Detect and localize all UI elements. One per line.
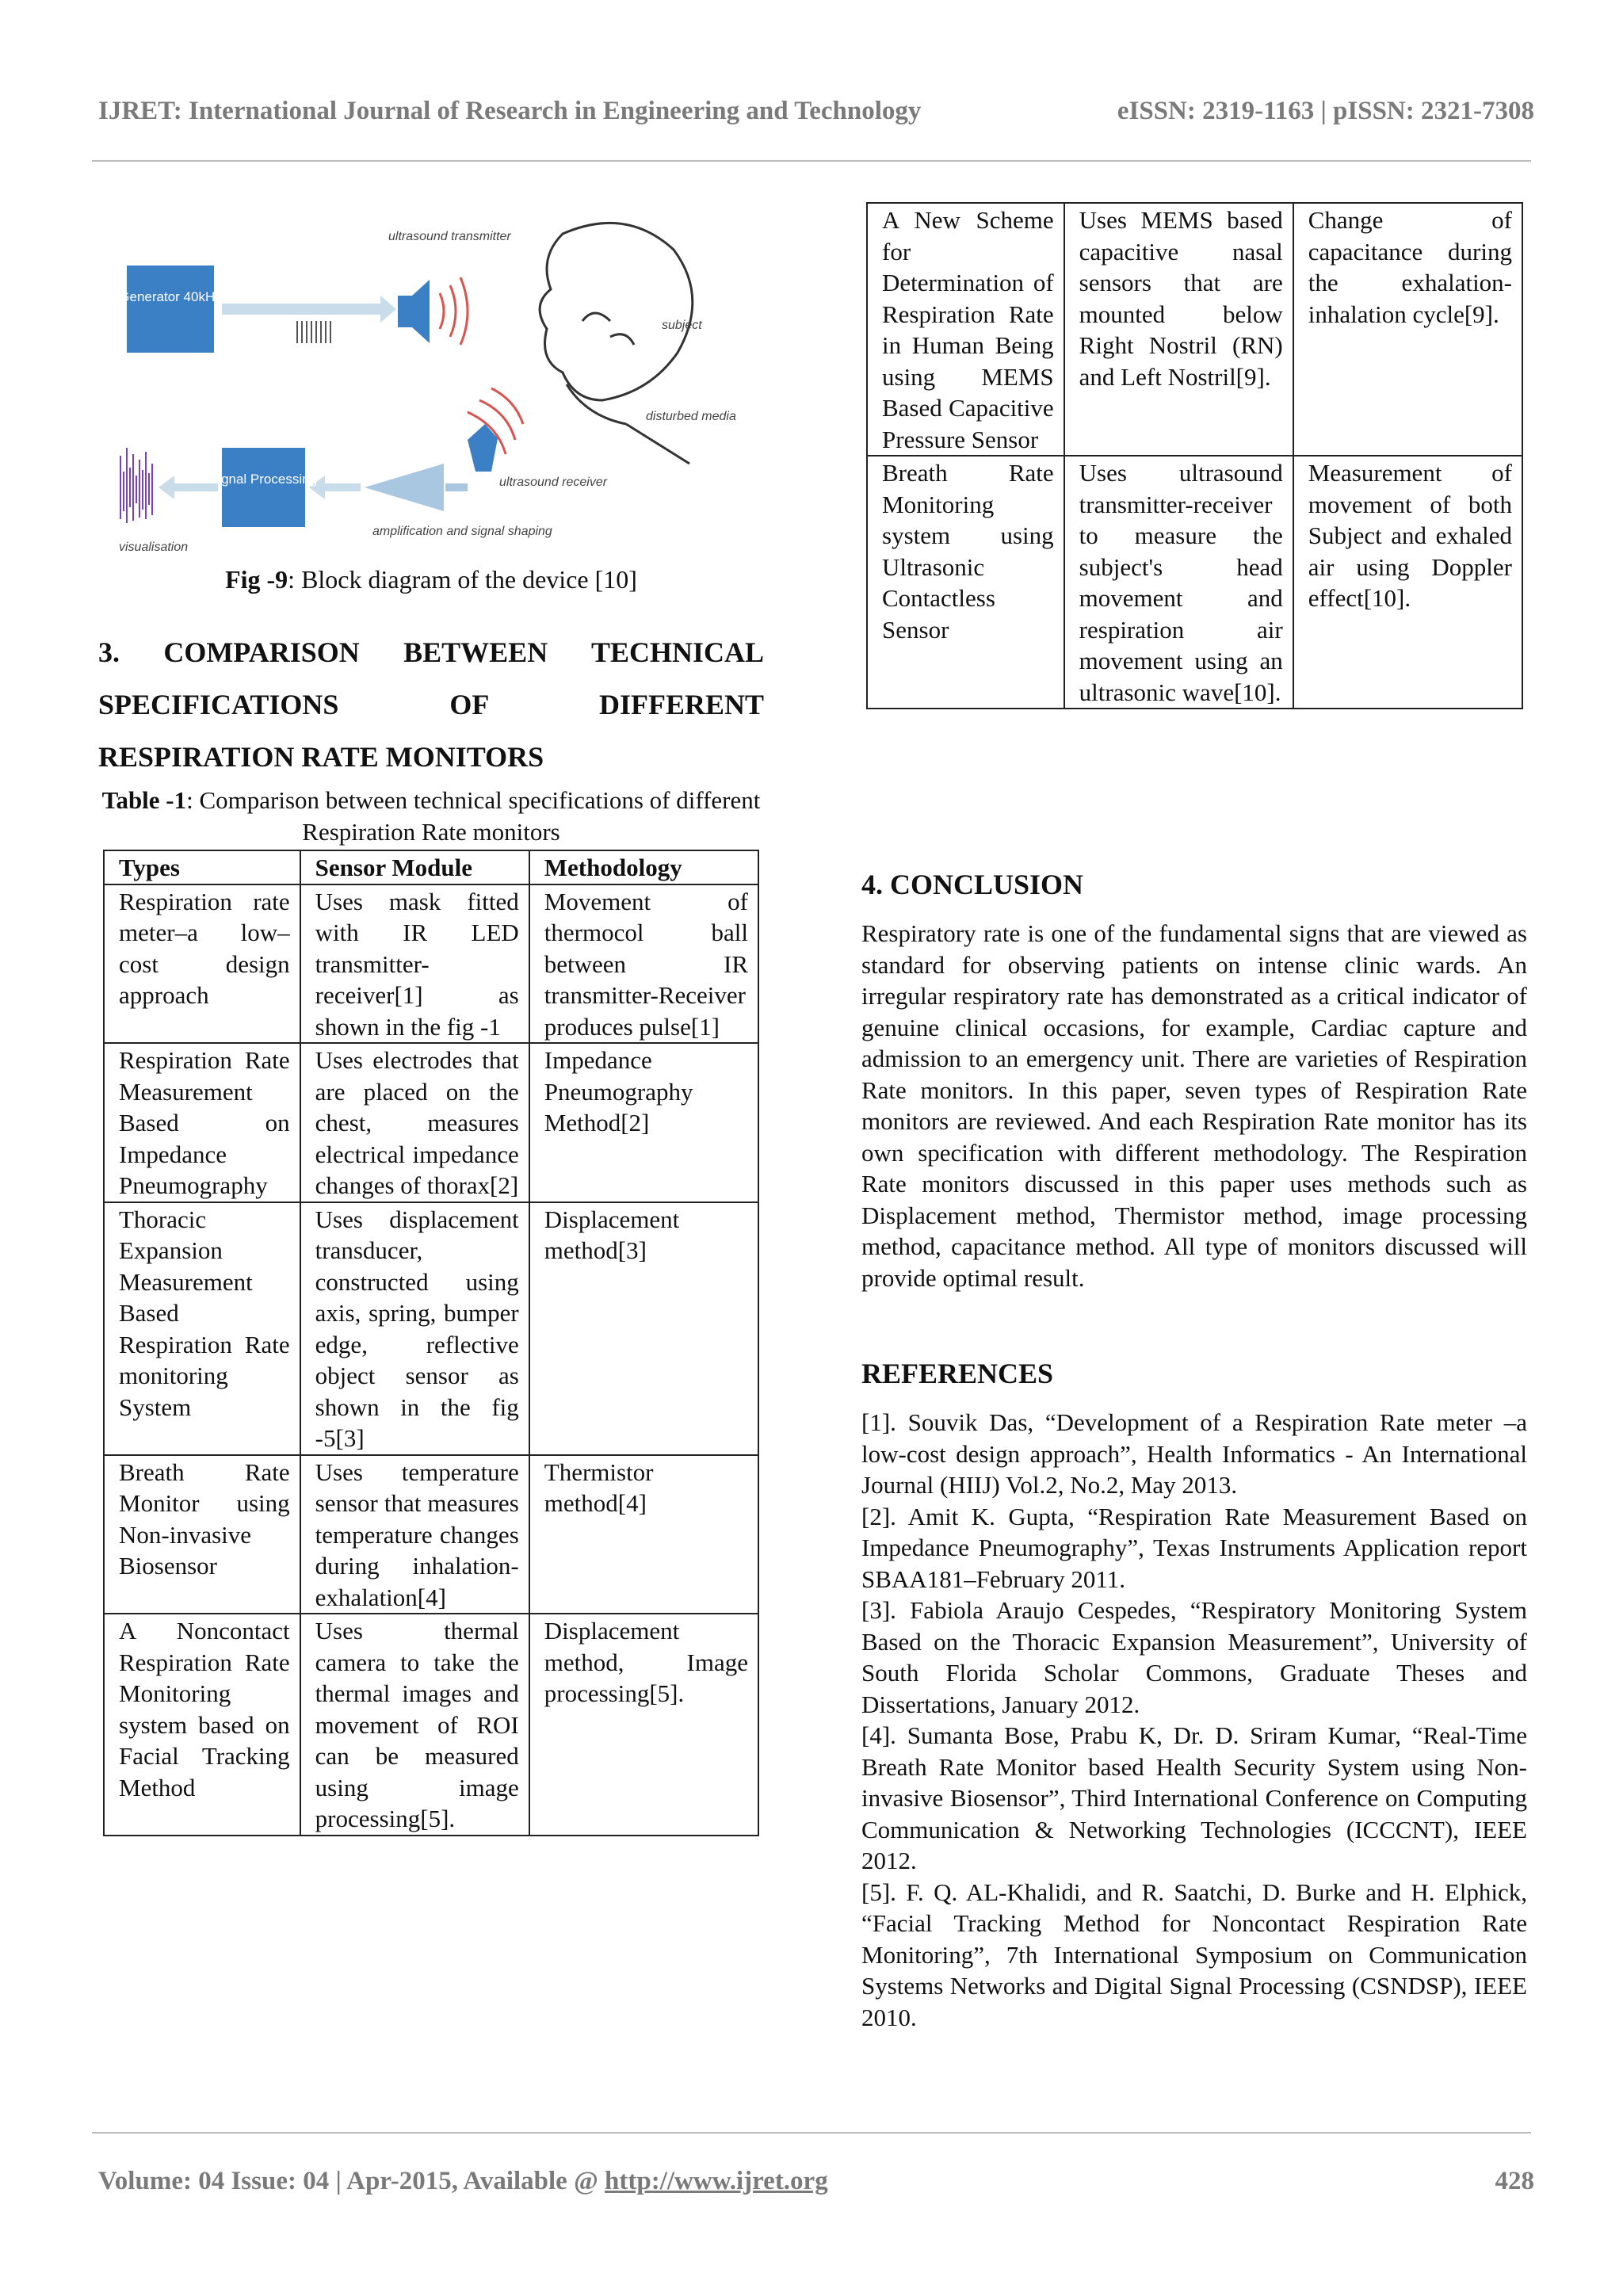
header-rule: [92, 160, 1531, 162]
table-row: [104, 1614, 758, 1836]
cell-method: Impedance Pneumography Method[2]: [529, 1043, 758, 1202]
references-heading: REFERENCES: [861, 1358, 1054, 1389]
header-sensor-module: Sensor Module: [300, 850, 529, 884]
table-row: [867, 203, 1522, 456]
waveform-icon: [297, 321, 330, 343]
issn: eISSN: 2319-1163 | pISSN: 2321-7308: [1117, 97, 1534, 125]
reference-item: [3]. Fabiola Araujo Cespedes, “Respiratory Monitoring System Based on the Thoracic Expansion Measurement”, University of South Florida Scholar Commons, Graduate Theses and Dissertations, January 2012.: [861, 1596, 1527, 1718]
svg-text:disturbed media: [646, 410, 736, 423]
transmitter-speaker-icon: [398, 280, 430, 343]
table-caption-label: Table -1: [101, 786, 187, 814]
signal-processing-label: Signal Processing: [208, 472, 318, 487]
transmitter-label: ultrasound transmitter: [388, 230, 511, 243]
cell-method: Thermistor method[4]: [529, 1455, 758, 1614]
cell-type: Breath Rate Monitor using Non-invasive Biosensor: [104, 1455, 300, 1614]
table-caption-text: : Comparison between technical specifications of different Respiration Rate monitors: [186, 786, 761, 846]
arrow-gen-tx: [222, 296, 396, 323]
cell-type: A Noncontact Respiration Rate Monitoring system based on Facial Tracking Method: [104, 1614, 300, 1836]
table-row: [867, 456, 1522, 709]
cell-sensor: Uses mask fitted with IR LED transmitter-receiver[1] as shown in the fig -1: [300, 884, 529, 1044]
visualisation-waveform-icon: [120, 448, 152, 523]
section-3-line-2: SPECIFICATIONS OF DIFFERENT: [98, 689, 764, 720]
cell-type: Breath Rate Monitoring system using Ultrasonic Contactless Sensor: [867, 456, 1064, 709]
table-row: [104, 1455, 758, 1614]
arrow-rx-amp: [445, 483, 468, 491]
footer-volume: Volume: 04 Issue: 04 | Apr-2015, Available @: [98, 2167, 605, 2195]
table-caption: [98, 785, 764, 848]
comparison-table-part-1: [103, 850, 759, 1836]
amplifier-icon: [365, 464, 444, 511]
cell-sensor: Uses electrodes that are placed on the chest, measures electrical impedance changes of thorax[2]: [300, 1043, 529, 1202]
reference-item: [5]. F. Q. AL-Khalidi, and R. Saatchi, D. Burke and H. Elphick, “Facial Tracking Method for Noncontact Respiration Rate Monitoring”, 7th International Symposium on Communication Systems Networks and Digital Signal Processing (CSNDSP), IEEE 2010.: [861, 1878, 1527, 2031]
table-header-row: [104, 850, 758, 884]
page-footer: [98, 2167, 1534, 2196]
cell-method: Displacement method[3]: [529, 1202, 758, 1455]
journal-link[interactable]: http://www.ijret.org: [605, 2167, 828, 2195]
reference-item: [1]. Souvik Das, “Development of a Respiration Rate meter –a low-cost design approach”, Health Informatics - An International Journal (HIIJ) Vol.2, No.2, May 2013.: [861, 1408, 1527, 1499]
figure-caption-text: : Block diagram of the device [10]: [288, 565, 637, 594]
conclusion-text: Respiratory rate is one of the fundamental signs that are viewed as standard for observing patients on intense clinic wards. An irregular respiratory rate has demonstrated as a critical indicator of genuine clinical occasions, for example, Cardiac capture and admission to an emergency unit. There are varieties of Respiration Rate monitors. In this paper, seven types of Respiration Rate monitors are reviewed. And each Respiration Rate monitor has its own specification with different methodology. The Respiration Rate monitors discussed in this paper uses methods such as Displacement method, Thermistor method, image processing method, capacitance method. All type of monitors discussed will provide optimal result.: [861, 919, 1527, 1292]
cell-method: Measurement of movement of both Subject and exhaled air using Doppler effect[10].: [1293, 456, 1522, 709]
cell-type: Respiration rate meter–a low–cost design approach: [104, 884, 300, 1044]
visualisation-label: visualisation: [119, 541, 189, 554]
figure-caption-label: Fig -9: [225, 565, 288, 594]
header-methodology: Methodology: [529, 850, 758, 884]
reference-item: [4]. Sumanta Bose, Prabu K, Dr. D. Sriram Kumar, “Real-Time Breath Rate Monitor based Health Security System using Non-invasive Biosensor”, Third International Conference on Computing Communication & Networking Technologies (ICCCNT), IEEE 2012.: [861, 1721, 1527, 1874]
journal-title: IJRET: International Journal of Research in Engineering and Technology: [98, 97, 922, 125]
cell-method: Change of capacitance during the exhalation-inhalation cycle[9].: [1293, 203, 1522, 456]
cell-sensor: Uses ultrasound transmitter-receiver to measure the subject's head movement and respiration air movement using an ultrasonic wave[10].: [1064, 456, 1293, 709]
references-list: [861, 1407, 1527, 2033]
signal-processing-box: [222, 448, 305, 527]
conclusion-heading: 4. CONCLUSION: [861, 869, 1084, 900]
table-row: [104, 1043, 758, 1202]
amplification-label: amplification and signal shaping: [372, 525, 552, 538]
section-3-heading: [98, 626, 764, 783]
svg-text:Generator 40kHz: [119, 289, 221, 304]
table-row: [104, 884, 758, 1044]
figure-caption: [98, 565, 764, 594]
generator-box: [127, 266, 214, 353]
comparison-table-part-2: [866, 202, 1523, 709]
subject-head-icon: [540, 223, 693, 464]
header-types: Types: [104, 850, 300, 884]
generator-label: Generator 40kHz: [119, 289, 222, 304]
footer-rule: [92, 2132, 1531, 2134]
cell-sensor: Uses thermal camera to take the thermal images and movement of ROI can be measured using image processing[5].: [300, 1614, 529, 1836]
cell-method: Displacement method, Image processing[5].: [529, 1614, 758, 1836]
reference-item: [2]. Amit K. Gupta, “Respiration Rate Measurement Based on Impedance Pneumography”, Texas Instruments Application report SBAA181–February 2011.: [861, 1502, 1527, 1593]
table-row: [104, 1202, 758, 1455]
cell-sensor: Uses displacement transducer, constructed using axis, spring, bumper edge, reflective object sensor as shown in the fig -5[3]: [300, 1202, 529, 1455]
disturbed-media-label: disturbed media: [646, 410, 736, 423]
emitted-waves-icon: [440, 277, 468, 345]
cell-type: A New Scheme for Determination of Respiration Rate in Human Being using MEMS Based Capacitive Pressure Sensor: [867, 203, 1064, 456]
cell-type: Respiration Rate Measurement Based on Impedance Pneumography: [104, 1043, 300, 1202]
cell-sensor: Uses MEMS based capacitive nasal sensors that are mounted below Right Nostril (RN) and Left Nostril[9].: [1064, 203, 1293, 456]
receiver-label: ultrasound receiver: [499, 476, 608, 489]
cell-method: Movement of thermocol ball between IR transmitter-Receiver produces pulse[1]: [529, 884, 758, 1044]
cell-sensor: Uses temperature sensor that measures temperature changes during inhalation-exhalation[4]: [300, 1455, 529, 1614]
page-header: [98, 97, 1534, 126]
page-number: 428: [1495, 2167, 1534, 2195]
cell-type: Thoracic Expansion Measurement Based Respiration Rate monitoring System: [104, 1202, 300, 1455]
block-diagram-figure: [119, 202, 785, 567]
section-3-line-1: 3. COMPARISON BETWEEN TECHNICAL: [98, 636, 764, 668]
section-3-line-3: RESPIRATION RATE MONITORS: [98, 741, 544, 773]
subject-label: subject: [662, 319, 702, 332]
